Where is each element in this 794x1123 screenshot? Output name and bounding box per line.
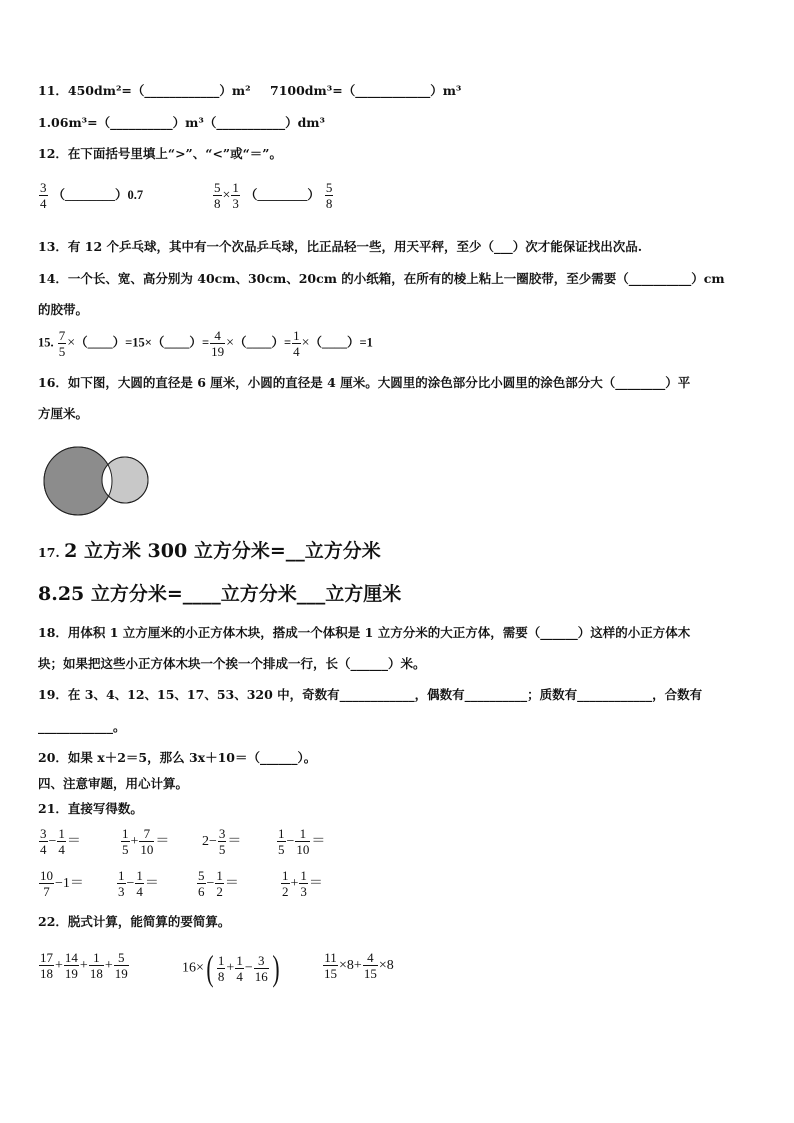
q11-line1b: 7100dm³=（____________）m³ (270, 83, 462, 98)
q12-compare-b: $\frac{5}{8}$ × $\frac{1}{3}$ （________） $\frac{5}{8}$ (214, 180, 333, 211)
q19-line1: 19．在 3、4、12、15、17、53、320 中，奇数有____________，偶数有__________；质数有____________，合数有 (38, 687, 703, 702)
q21-row2-b: $\frac{1}{3}$ − $\frac{1}{4}$ ＝ (118, 868, 159, 899)
q14-line1: 14．一个长、宽、高分别为 40cm、30cm、20cm 的小纸箱，在所有的棱上粘上一圈胶带，至少需要（__________）cm (38, 271, 725, 286)
q11-line2: 1.06m³=（__________）m³（___________）dm³ (38, 115, 326, 130)
q22-title: 22．脱式计算，能简算的要简算。 (38, 914, 231, 929)
q21-row2-c: $\frac{5}{6}$ − $\frac{1}{2}$ ＝ (198, 868, 239, 899)
q18-line2: 块；如果把这些小正方体木块一个挨一个排成一行，长（______）米。 (38, 656, 426, 671)
q14-line2: 的胶带。 (38, 302, 89, 317)
q11-line1a: 11．450dm²=（____________）m² (38, 83, 251, 98)
q22-expr3: $\frac{11}{15}$ ×8+ $\frac{4}{15}$ ×8 (324, 950, 394, 981)
q16-line2: 方厘米。 (38, 406, 89, 421)
q20-text: 20．如果 x＋2＝5，那么 3x＋10＝（______）。 (38, 750, 317, 765)
q22-expr1: $\frac{17}{18}$ + $\frac{14}{19}$ + $\frac{1}{18}$ + $\frac{5}{19}$ (40, 950, 128, 981)
q18-line1: 18．用体积 1 立方厘米的小正方体木块，搭成一个体积是 1 立方分米的大正方体，需要（______）这样的小正方体木 (38, 625, 691, 640)
q17-line2: 8.25 立方分米=____立方分米___立方厘米 (38, 583, 402, 605)
q21-row1-d: $\frac{1}{5}$ − $\frac{1}{10}$ ＝ (278, 826, 326, 857)
q21-row2: $\frac{10}{7}$ −1＝ (40, 868, 84, 899)
q21-row1-c: 2− $\frac{3}{5}$ ＝ (202, 826, 242, 857)
q19-line2: ____________。 (38, 719, 126, 734)
q13-text: 13．有 12 个乒乓球，其中有一个次品乒乓球，比正品轻一些，用天平秤，至少（___）次才能保证找出次品. (38, 239, 643, 254)
q15-equation: 15. $\frac{7}{5}$ ×（____）=15×（____）= $\frac{4}{19}$ ×（____）= $\frac{1}{4}$ ×（____）=1 (38, 328, 373, 359)
q12-text: 12．在下面括号里填上“>”、“<”或“＝”。 (38, 146, 282, 161)
q16-line1: 16．如下图，大圆的直径是 6 厘米，小圆的直径是 4 厘米。大圆里的涂色部分比小圆里的涂色部分大（________）平 (38, 375, 691, 390)
q17-line1: 17. 2 立方米 300 立方分米=__立方分米 (38, 540, 381, 562)
circles-diagram (40, 443, 154, 523)
section-4-heading: 四、注意审题，用心计算。 (38, 776, 189, 791)
q12-compare-a: $\frac{3}{4}$ （________）0.7 (40, 180, 144, 211)
q22-expr2: 16×( $\frac{1}{8}$ + $\frac{1}{4}$ − $\frac{3}{16}$ ) (182, 948, 280, 988)
q21-row2-d: $\frac{1}{2}$ + $\frac{1}{3}$ ＝ (282, 868, 323, 899)
q21-title: 21．直接写得数。 (38, 801, 143, 816)
q21-row1-b: $\frac{1}{5}$ + $\frac{7}{10}$ ＝ (122, 826, 170, 857)
q21-row1: $\frac{3}{4}$ − $\frac{1}{4}$ ＝ (40, 826, 81, 857)
